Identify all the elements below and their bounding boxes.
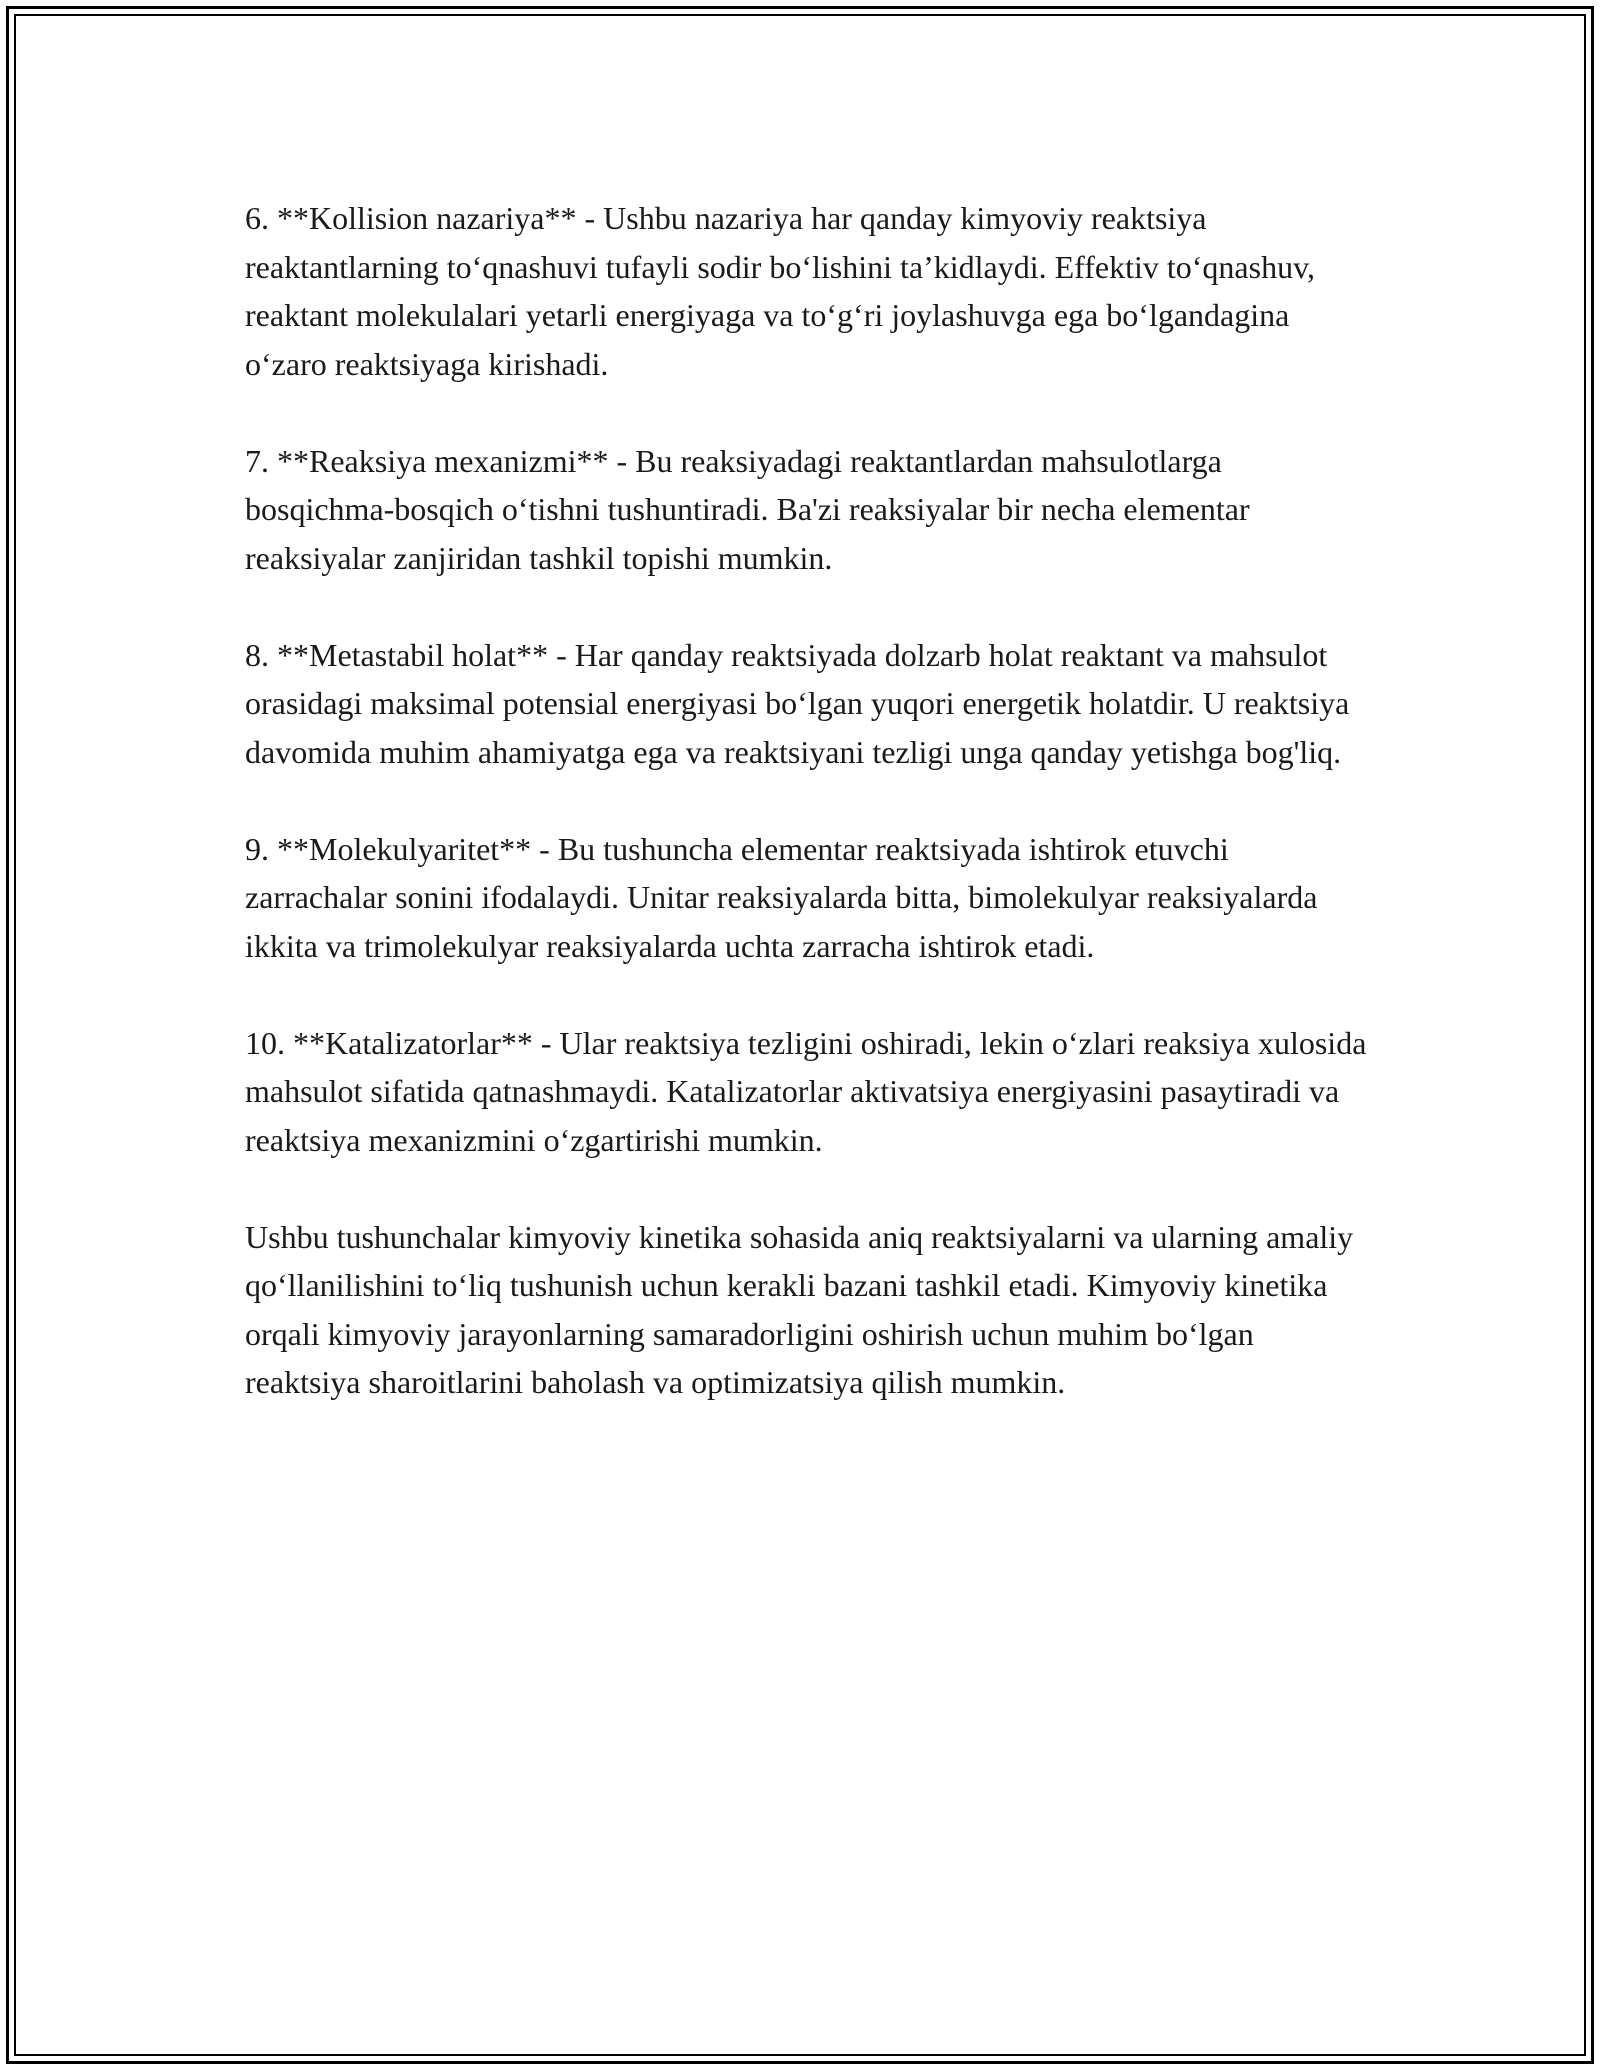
paragraph-reaction-mechanism: 7. **Reaksiya mexanizmi** - Bu reaksiyadagi reaktantlardan mahsulotlarga bosqichma-bosqich o‘tishni tushuntiradi. Ba'zi reaksiyalar bir necha elementar reaksiyalar zanjiridan tashkil topishi mumkin. [245, 442, 1250, 576]
document-body [245, 194, 1375, 1455]
paragraph-metastable-state: 8. **Metastabil holat** - Har qanday reaktsiyada dolzarb holat reaktant va mahsulot orasidagi maksimal potensial energiyasi bo‘lgan yuqori energetik holatdir. U reaktsiya davomida muhim ahamiyatga ega va reaktsiyani tezligi unga qanday yetishga bog'liq. [245, 636, 1350, 770]
paragraph-catalysts: 10. **Katalizatorlar** - Ular reaktsiya tezligini oshiradi, lekin o‘zlari reaksiya xulosida mahsulot sifatida qatnashmaydi. Katalizatorlar aktivatsiya energiyasini pasaytiradi va reaktsiya mexanizmini o‘zgartirishi mumkin. [245, 1024, 1367, 1158]
paragraph-conclusion: Ushbu tushunchalar kimyoviy kinetika sohasida aniq reaktsiyalarni va ularning amaliy qo‘llanilishini to‘liq tushunish uchun kerakli bazani tashkil etadi. Kimyoviy kinetika orqali kimyoviy jarayonlarning samaradorligini oshirish uchun muhim bo‘lgan reaktsiya sharoitlarini baholash va optimizatsiya qilish mumkin. [245, 1218, 1354, 1400]
paragraph-collision-theory: 6. **Kollision nazariya** - Ushbu nazariya har qanday kimyoviy reaktsiya reaktantlarning to‘qnashuvi tufayli sodir bo‘lishini ta’kidlaydi. Effektiv to‘qnashuv, reaktant molekulalari yetarli energiyaga va to‘g‘ri joylashuvga ega bo‘lgandagina o‘zaro reaktsiyaga kirishadi. [245, 200, 1315, 382]
page-frame [6, 6, 1594, 2064]
paragraph-molecularity: 9. **Molekulyaritet** - Bu tushuncha elementar reaktsiyada ishtirok etuvchi zarrachalar sonini ifodalaydi. Unitar reaksiyalarda bitta, bimolekulyar reaksiyalarda ikkita va trimolekulyar reaksiyalarda uchta zarracha ishtirok etadi. [245, 830, 1318, 964]
